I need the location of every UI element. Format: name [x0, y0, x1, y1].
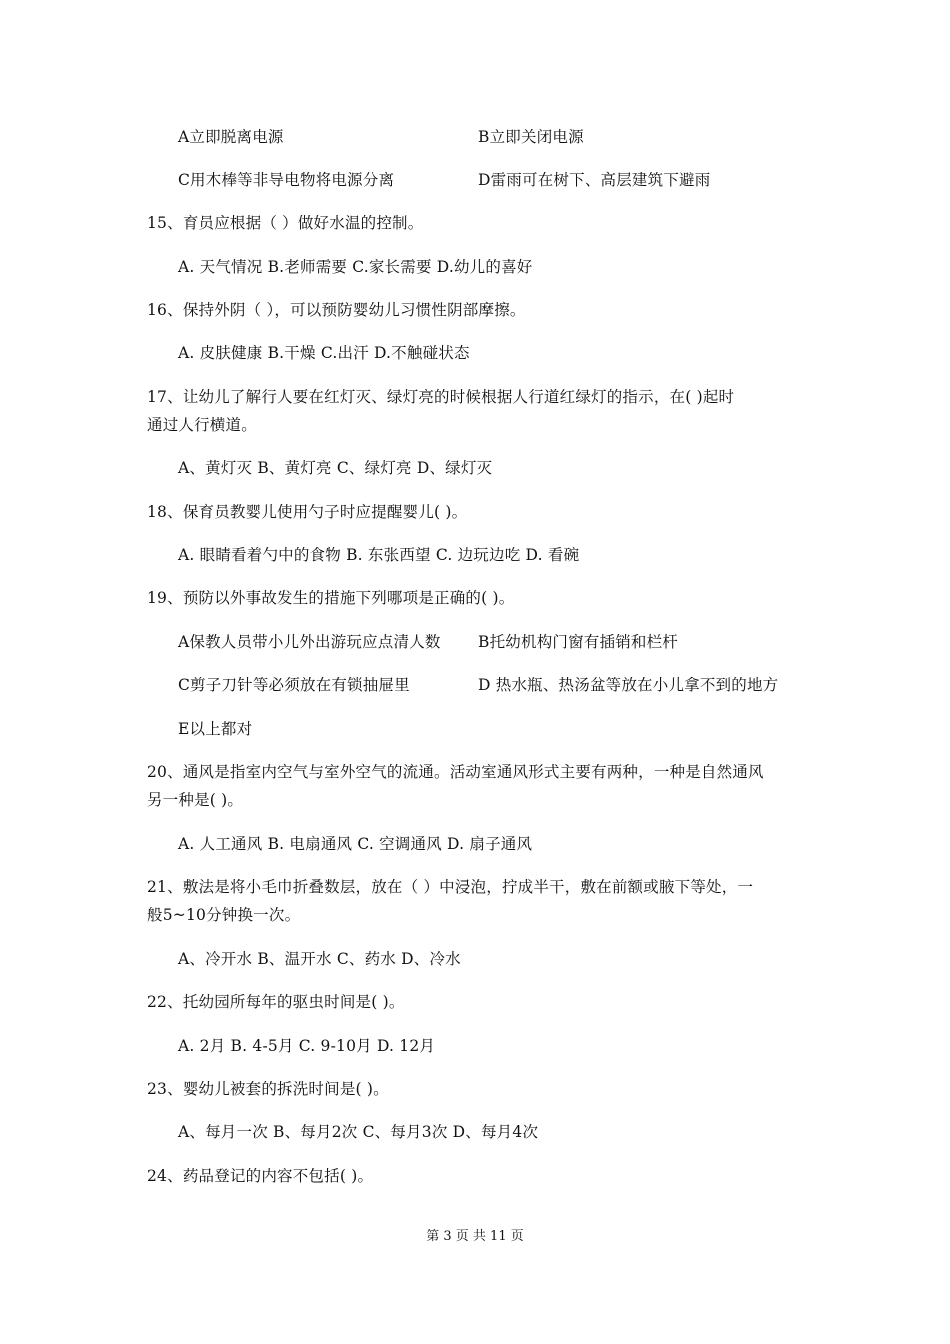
q19-option-b: B托幼机构门窗有插销和栏杆	[478, 633, 678, 651]
q19-question: 19、预防以外事故发生的措施下列哪项是正确的( )。	[147, 589, 515, 607]
q19-option-d: D 热水瓶、热汤盆等放在小儿拿不到的地方	[478, 676, 779, 694]
q21-question-line1: 21、敷法是将小毛巾折叠数层，放在（ ）中浸泡，拧成半干，敷在前额或腋下等处，一	[147, 878, 754, 896]
q17-question-line1: 17、让幼儿了解行人要在红灯灭、绿灯亮的时候根据人行道红绿灯的指示，在( )起时	[147, 388, 735, 406]
q20-question-line1: 20、通风是指室内空气与室外空气的流通。活动室通风形式主要有两种，一种是自然通风	[147, 763, 764, 781]
q23-options: A、每月一次 B、每月2次 C、每月3次 D、每月4次	[178, 1123, 539, 1141]
q19-option-c: C剪子刀针等必须放在有锁抽屉里	[178, 676, 410, 694]
page-footer: 第 3 页 共 11 页	[426, 1229, 524, 1244]
q14-option-c: C用木棒等非导电物将电源分离	[178, 171, 395, 189]
q19-option-a: A保教人员带小儿外出游玩应点清人数	[178, 633, 441, 651]
q22-question: 22、托幼园所每年的驱虫时间是( )。	[147, 993, 405, 1011]
q16-question: 16、保持外阴（ ），可以预防婴幼儿习惯性阴部摩擦。	[147, 301, 526, 319]
q20-options: A. 人工通风 B. 电扇通风 C. 空调通风 D. 扇子通风	[178, 835, 533, 853]
q14-option-a: A立即脱离电源	[178, 128, 284, 146]
q21-question-line2: 般5~10分钟换一次。	[147, 906, 301, 924]
q19-option-e: E以上都对	[178, 720, 253, 738]
q22-options: A. 2月 B. 4-5月 C. 9-10月 D. 12月	[178, 1037, 436, 1055]
q24-question: 24、药品登记的内容不包括( )。	[147, 1167, 374, 1185]
q18-options: A. 眼睛看着勺中的食物 B. 东张西望 C. 边玩边吃 D. 看碗	[178, 546, 580, 564]
q14-option-d: D雷雨可在树下、高层建筑下避雨	[478, 171, 711, 189]
q21-options: A、冷开水 B、温开水 C、药水 D、冷水	[178, 950, 461, 968]
q23-question: 23、婴幼儿被套的拆洗时间是( )。	[147, 1080, 389, 1098]
q15-question: 15、育员应根据（ ）做好水温的控制。	[147, 214, 424, 232]
q20-question-line2: 另一种是( )。	[147, 791, 244, 809]
q17-question-line2: 通过人行横道。	[147, 416, 257, 434]
q14-option-b: B立即关闭电源	[478, 128, 584, 146]
q18-question: 18、保育员教婴儿使用勺子时应提醒婴儿( )。	[147, 503, 468, 521]
q16-options: A. 皮肤健康 B.干燥 C.出汗 D.不触碰状态	[178, 344, 470, 362]
q15-options: A. 天气情况 B.老师需要 C.家长需要 D.幼儿的喜好	[178, 258, 533, 276]
q17-options: A、黄灯灭 B、黄灯亮 C、绿灯亮 D、绿灯灭	[178, 459, 493, 477]
